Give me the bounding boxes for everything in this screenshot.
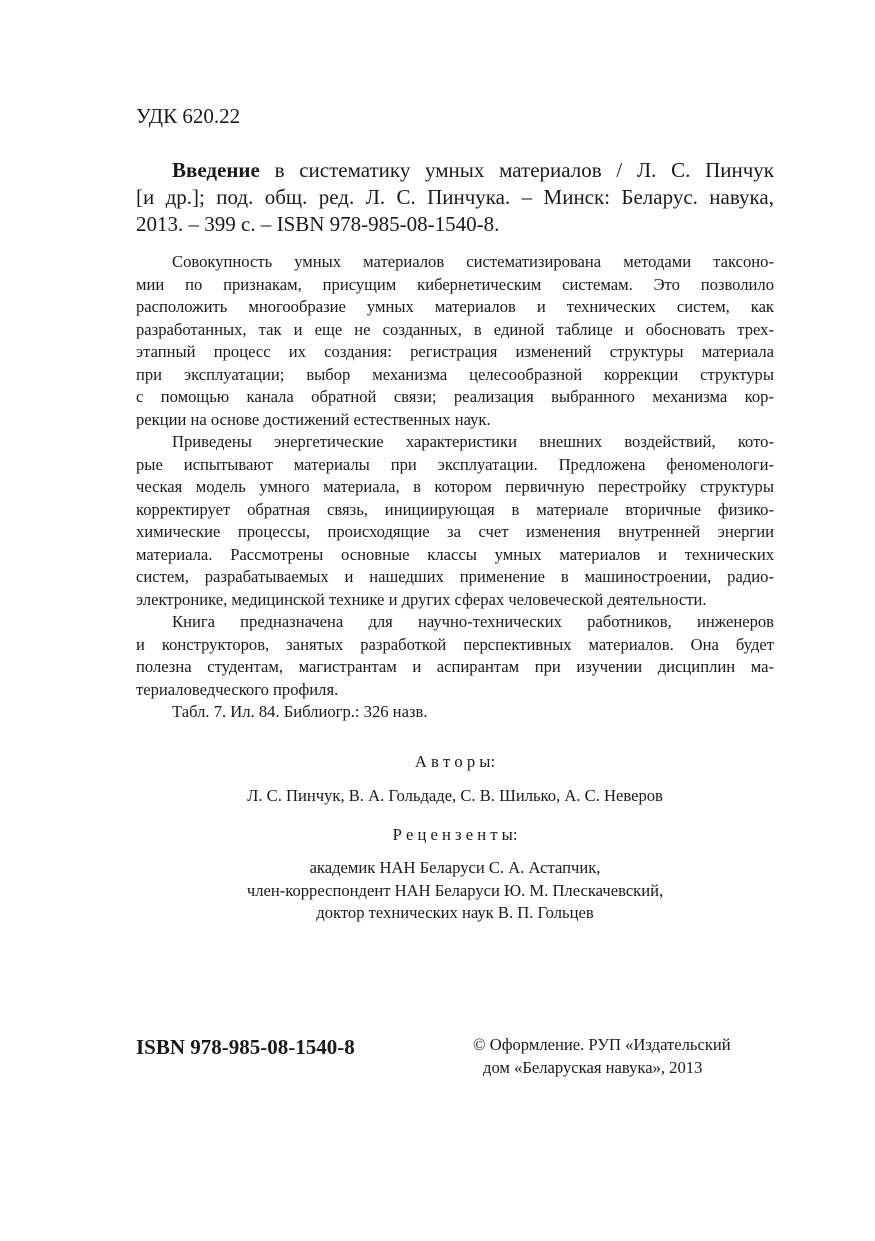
biblio-line-2: [и др.]; под. общ. ред. Л. С. Пинчука. – Минск: Беларус. навука,: [136, 185, 774, 209]
copyright-notice: [473, 1034, 774, 1079]
abstract-line: корректирует обратная связь, инициирующая в материале вторичные физико-: [136, 499, 774, 519]
isbn-number: ISBN 978-985-08-1540-8: [136, 1035, 355, 1059]
abstract-line: рые испытывают материалы при эксплуатации. Предложена феноменологи-: [136, 454, 774, 474]
abstract-line: с помощью канала обратной связи; реализация выбранного механизма кор-: [136, 387, 774, 406]
authors-list: Л. С. Пинчук, В. А. Гольдаде, С. В. Шилько, А. С. Неверов: [247, 786, 663, 805]
abstract-line: при эксплуатации; выбор механизма целесообразной коррекции структуры: [136, 364, 774, 384]
abstract-line: териаловедческого профиля.: [136, 679, 339, 699]
bibliographic-description: [136, 157, 774, 238]
reviewers-list: [136, 857, 774, 925]
abstract: [136, 251, 774, 724]
abstract-line: расположить многообразие умных материалов и технических систем, как: [136, 297, 774, 316]
abstract-line: полезна студентам, магистрантам и аспирантам при изучении дисциплин ма-: [136, 657, 774, 676]
abstract-line: и конструкторов, занятых разработкой перспективных материалов. Она будет: [136, 634, 774, 654]
reviewer-item: доктор технических наук В. П. Гольцев: [316, 903, 594, 922]
abstract-line: разработанных, так и еще не созданных, в единой таблице и обосновать трех-: [136, 319, 774, 339]
abstract-line: химические процессы, происходящие за счет изменения внутренней энергии: [136, 522, 774, 541]
biblio-line-3: 2013. – 399 с. – ISBN 978-985-08-1540-8.: [136, 212, 500, 236]
abstract-line: ческая модель умного материала, в котором первичную перестройку структуры: [136, 477, 774, 496]
reviewer-item: член-корреспондент НАН Беларуси Ю. М. Плескачевский,: [246, 880, 664, 900]
abstract-line: Книга предназначена для научно-технических работников, инженеров: [172, 612, 774, 631]
abstract-line: Табл. 7. Ил. 84. Библиогр.: 326 назв.: [172, 702, 428, 721]
copyright-line-1: © Оформление. РУП «Издательский: [473, 1035, 731, 1054]
abstract-line: систем, разрабатываемых и нашедших применение в машиностроении, радио-: [136, 567, 774, 586]
abstract-line: Приведены энергетические характеристики внешних воздействий, кото-: [172, 432, 774, 451]
authors-heading: А в т о р ы:: [414, 752, 496, 771]
copyright-line-2: дом «Беларуская навука», 2013: [483, 1057, 703, 1077]
reviewers-heading: Р е ц е н з е н т ы:: [392, 825, 518, 844]
abstract-line: электронике, медицинской технике и других сферах человеческой деятельности.: [136, 589, 707, 609]
biblio-line-1: [136, 157, 774, 184]
abstract-line: рекции на основе достижений естественных наук.: [136, 409, 491, 429]
abstract-line: материала. Рассмотрены основные классы умных материалов и технических: [136, 544, 774, 564]
abstract-line: Совокупность умных материалов систематизирована методами таксоно-: [172, 252, 774, 271]
udc-code: УДК 620.22: [136, 104, 241, 128]
biblio-line-1-rest: в систематику умных материалов / Л. С. Пинчук: [259, 158, 774, 182]
biblio-title-bold: Введение: [172, 158, 260, 182]
reviewer-item: академик НАН Беларуси С. А. Астапчик,: [309, 858, 601, 877]
abstract-line: мии по признакам, присущим кибернетическим системам. Это позволило: [136, 274, 774, 294]
abstract-line: этапный процесс их создания: регистрация изменений структуры материала: [136, 342, 774, 361]
